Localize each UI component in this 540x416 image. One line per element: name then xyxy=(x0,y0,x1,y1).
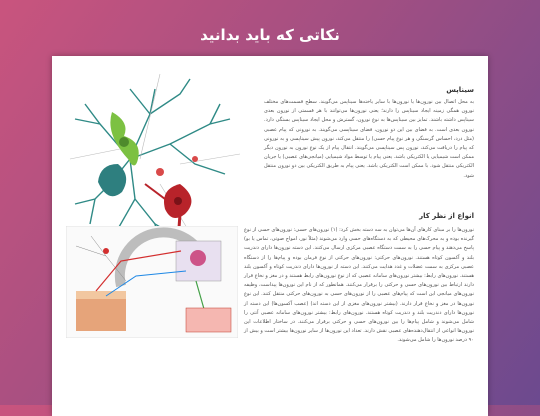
neuron-types-paragraph: نورون‌ها را بر مبنای کار‌های آن‌ها می‌توان به سه دسته بخش کرد: (۱) نورون‌های حسی: نورون‌های حسی از نوع گیرنده بوده و به محرک‌های محیطی که به دستگاه‌های حسی وارد می‌شوند (مثلاً نور، امواج صوتی، تماس یا بو) پاسخ می‌دهند و پیام حسی را به سمت دستگاه عصبی مرکزی ارسال می‌کنند. این دسته نورون‌ها دارای دندریت بلند و آکسون کوتاه هستند. نورون‌های حرکتی: نورون‌های حرکتی از نوع فرمان بوده و پیام‌ها را از دستگاه عصبی مرکزی به سمت عضلات و غدد هدایت می‌کنند. این دسته از نورون‌ها دارای دندریت کوتاه و آکسون بلند هستند. نورون‌های رابط: بیشتر نورون‌های سامانه عصبی که از نوع نورون‌های رابط هستند و در مغز و نخاع قرار دارند ارتباط بین نورون‌های حسی و حرکتی را برقرار می‌کنند. همانطور که از نام این نورون‌ها پیداست، وظیفه نورون‌های میانجی این است که پیام‌های عصبی را از نورون‌های حسی به نورون‌های حرکتی منتقل کنند. این نوع نورون‌ها در مغز و نخاع قرار دارند. (بیشتر نورون‌های مغزی از این دسته اند) (عصب آکسون‌ها) این دسته از نورون‌ها دارای دندریت بلند و دندریت کوتاه هستند. نورون‌های رابط: بیشتر نورون‌های سامانه عصبی آنتی را شامل می‌شوند و شامل پیام‌ها را بین نورون‌های حسی و حرکتی برقرار می‌کنند. در ساختار اطلاعات این نورون‌ها انواعی از انتقال‌دهنده‌های عصبی نقش دارند. تعداد این نورون‌ها از سایر نورون‌ها بیشتر است و بیش از ۹۰ درصد نورون‌ها را شامل می‌شوند. xyxy=(244,227,474,344)
section-title-synapse: سیناپس xyxy=(446,86,474,94)
section-title-neuron-types: انواع از نظر کار xyxy=(419,212,474,220)
content-card xyxy=(52,56,488,416)
synapse-paragraph: به محل اتصال بین نورون‌ها یا نورون‌ها با سایر یاخته‌ها سیناپس می‌گویند. سطح قسمت‌های مختلف نورون همگی زمینه ایجاد سیناپس را دارند؛ یعنی نورون‌ها می‌توانند با هر قسمتی از نورون بعدی سیناپس داشته باشند. تمایز بین سیناپس‌ها به نوع نورون، گسترش و محل ایجاد سیناپس بستگی دارد. نورون بعدی است. به فضای بین این دو نورون، فضای سیناپسی می‌گویند. به نورونی که پیام عصبی (مثل درد، احساس گرسنگی و هر نوع پیام حسی) را منتقل می‌کند، نورون پیش سیناپسی و به نورونی که پیام را دریافت می‌کند، نورون پس سیناپسی می‌گویند. انتقال پیام از یک نوع نورون به نورون دیگر ممکن است شیمیایی یا الکتریکی باشد. یعنی پیام یا توسط مواد شیمیایی (میانجی‌های عصبی) یا جریان الکتریکی منتقل شود. با ممکن است الکتریکی باشد. یعنی پیام به طریق الکتریکی بین دو نورون منتقل شود. xyxy=(264,99,474,179)
page-title: نکاتی که باید بدانید xyxy=(200,26,340,44)
